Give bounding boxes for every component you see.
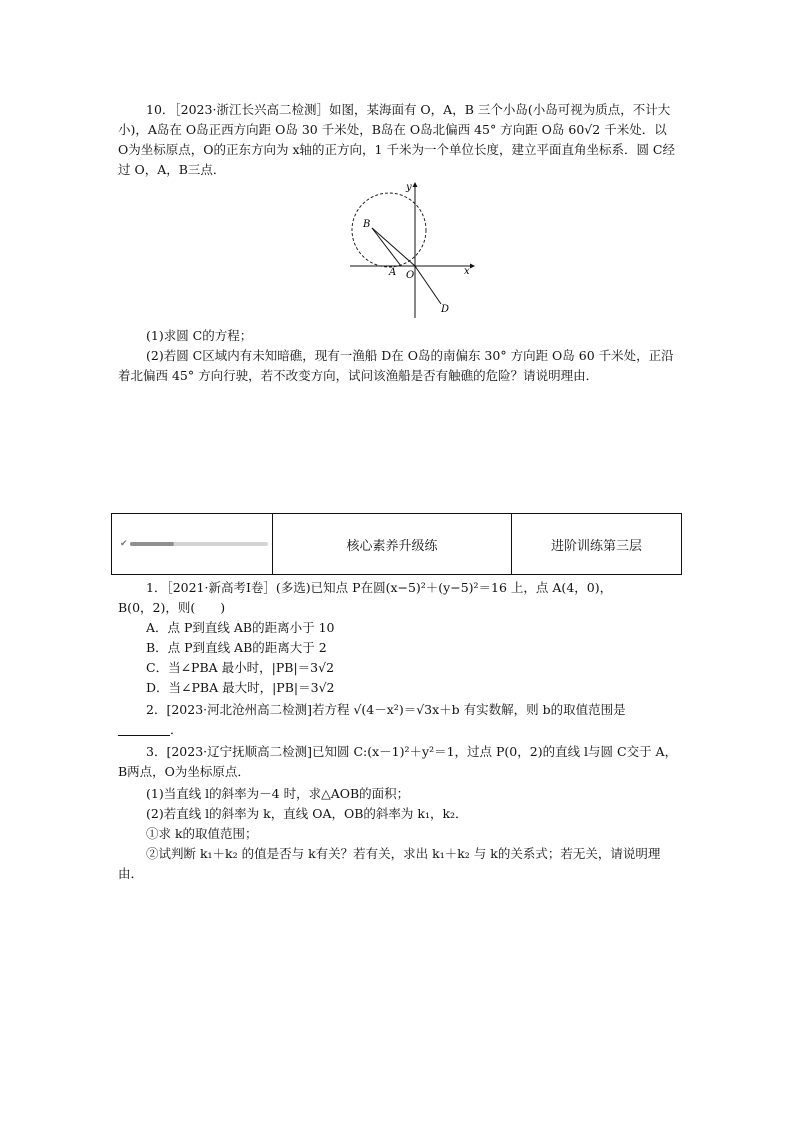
x-axis-arrow [470,264,475,269]
label-o: O [406,270,415,281]
q2-answer-line [118,720,183,740]
q3-sub2: ②试判断 k₁＋k₂ 的值是否与 k有关？若有关，求出 k₁＋k₂ 与 k的关系式；若无关，请说明理由． [118,846,661,881]
section-banner [111,513,682,575]
label-d: D [441,304,450,315]
q1-stem-b: B(0，2)，则( ) [118,600,226,615]
q1-option-a: A．点 P到直线 AB的距离小于 10 [146,620,335,635]
progress-fill [130,542,174,546]
q10-part2: (2)若圆 C区域内有未知暗礁，现有一渔船 D在 O岛的南偏东 30° 方向距 O岛 60 千米处，正沿着北偏西 45° 方向行驶，若不改变方向，试问该渔船是否有触礁的危险？请说明理由． [118,348,674,383]
banner-level: 进阶训练第三层 [550,538,642,554]
label-y: y [406,182,412,193]
q1-option-c: C．当∠PBA 最小时，|PB|＝3√2 [146,660,335,675]
q3-part2: (2)若直线 l的斜率为 k，直线 OA，OB的斜率为 k₁，k₂． [146,806,468,821]
q1-option-d: D．当∠PBA 最大时，|PB|＝3√2 [146,680,335,695]
q3-stem: 3．[2023·辽宁抚顺高二检测]已知圆 C:(x－1)²＋y²＝1，过点 P(0，2)的直线 l与圆 C交于 A，B两点，O为坐标原点． [118,744,678,779]
q10-stem: 10．［2023·浙江长兴高二检测］如图，某海面有 O，A，B 三个小岛(小岛可视为质点，不计大小)，A岛在 O岛正西方向距 O岛 30 千米处，B岛在 O岛北偏西 45° 方向距 O岛 60√2 千米处．以 O为坐标原点，O的正东方向为 x轴的正方向，1 千米为一个单位长度，建立平面直角坐标系．圆 C经过 O，A，B三点． [118,102,675,177]
q3-part1: (1)当直线 l的斜率为－4 时，求△AOB的面积； [146,786,410,801]
q3-sub1: ①求 k的取值范围； [146,826,258,841]
label-b: B [363,219,371,230]
q10-figure [345,178,480,318]
banner-title: 核心素养升级练 [273,514,512,574]
q10-part1: (1)求圆 C的方程； [146,328,253,343]
segment-bo [372,228,415,266]
q2-stem: 2．[2023·河北沧州高二检测]若方程 √(4－x²)＝√3x＋b 有实数解，则 b的取值范围是 [146,702,626,717]
progress-bar [130,542,268,546]
q1-stem-a: 1．［2021·新高考Ⅰ卷］(多选)已知点 P在圆(x−5)²＋(y−5)²＝16 上，点 A(4，0)， [146,580,613,595]
label-x: x [464,266,470,277]
label-a: A [389,267,397,278]
q2-tail: ． [170,722,183,737]
y-axis-arrow [413,182,418,187]
q2-answer-blank[interactable] [118,722,170,736]
check-icon: ✔ [120,539,128,549]
segment-od [415,266,441,304]
segment-ba [372,228,401,266]
banner-progress-cell [112,514,273,574]
q1-option-b: B．点 P到直线 AB的距离大于 2 [146,640,327,655]
